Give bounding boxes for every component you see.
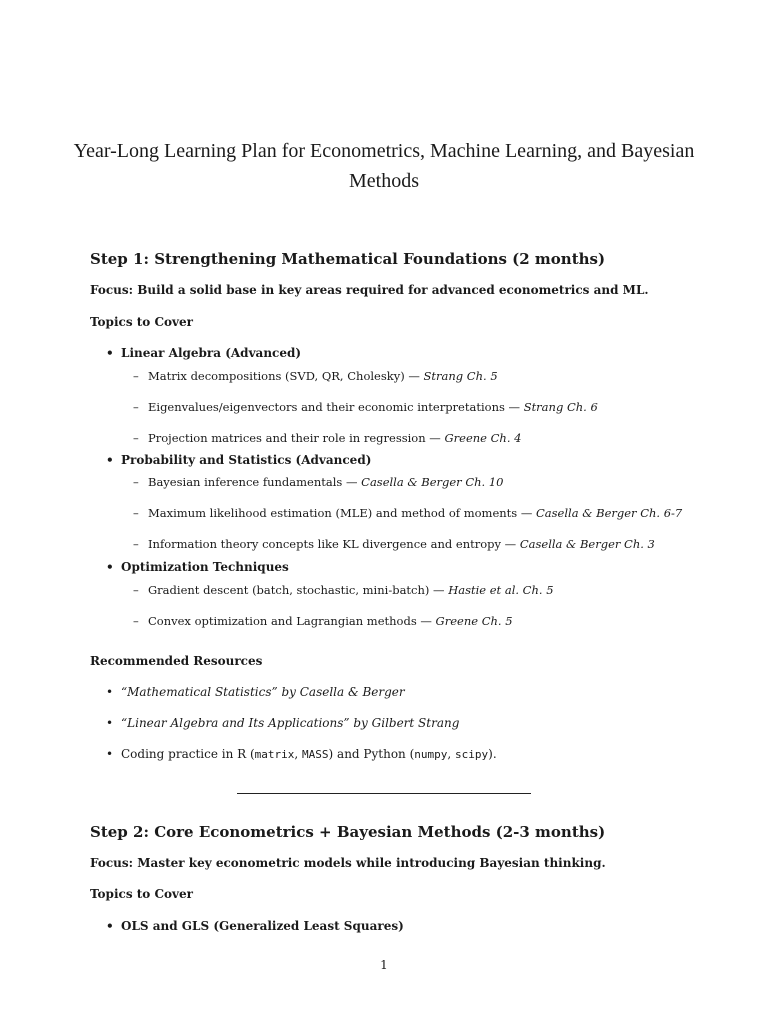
list-item — [133, 475, 504, 489]
resource-text: ) and Python ( — [328, 747, 415, 761]
page-number: 1 — [380, 958, 388, 972]
resource-text: “Mathematical Statistics” by Casella & Berger — [121, 685, 405, 699]
resource-item — [106, 716, 460, 730]
bullet-icon: • — [106, 346, 114, 360]
step1-focus: Focus: Build a solid base in key areas required for advanced econometrics and ML. — [90, 283, 649, 297]
dash-icon: – — [133, 400, 139, 414]
topic-ols-gls — [106, 919, 404, 933]
topic-probability-statistics — [106, 453, 372, 467]
resource-text: ). — [488, 747, 497, 761]
topic-label: Optimization Techniques — [121, 560, 289, 574]
step1-resources-label: Recommended Resources — [90, 654, 263, 668]
list-item — [133, 369, 498, 383]
bullet-icon: • — [106, 919, 114, 933]
bullet-icon: • — [106, 747, 114, 761]
dash-icon: – — [133, 583, 139, 597]
dash-icon: – — [133, 614, 139, 628]
item-reference: Strang Ch. 5 — [423, 369, 498, 383]
topic-label: Linear Algebra (Advanced) — [121, 346, 302, 360]
resource-text: Coding practice in R ( — [121, 747, 255, 761]
section-divider — [237, 793, 531, 794]
item-text: Convex optimization and Lagrangian methods — — [148, 614, 436, 628]
list-item — [133, 506, 683, 520]
step2-topics-label: Topics to Cover — [90, 887, 193, 901]
item-text: Information theory concepts like KL divergence and entropy — — [148, 537, 520, 551]
item-reference: Casella & Berger Ch. 6-7 — [536, 506, 683, 520]
topic-linear-algebra — [106, 346, 302, 360]
item-reference: Hastie et al. Ch. 5 — [448, 583, 554, 597]
code-scipy: scipy — [455, 748, 489, 761]
item-reference: Casella & Berger Ch. 10 — [361, 475, 504, 489]
list-item — [133, 400, 598, 414]
item-reference: Casella & Berger Ch. 3 — [519, 537, 655, 551]
topic-label: Probability and Statistics (Advanced) — [121, 453, 372, 467]
bullet-icon: • — [106, 685, 114, 699]
resource-text: “Linear Algebra and Its Applications” by Gilbert Strang — [121, 716, 460, 730]
dash-icon: – — [133, 475, 139, 489]
dash-icon: – — [133, 369, 139, 383]
bullet-icon: • — [106, 560, 114, 574]
item-reference: Greene Ch. 4 — [444, 431, 522, 445]
dash-icon: – — [133, 431, 139, 445]
dash-icon: – — [133, 506, 139, 520]
list-item — [133, 614, 513, 628]
step2-heading: Step 2: Core Econometrics + Bayesian Methods (2-3 months) — [90, 823, 606, 841]
item-reference: Strang Ch. 6 — [523, 400, 598, 414]
code-numpy: numpy — [414, 748, 448, 761]
step1-topics-label: Topics to Cover — [90, 315, 193, 329]
item-reference: Greene Ch. 5 — [435, 614, 513, 628]
dash-icon: – — [133, 537, 139, 551]
code-mass: MASS — [302, 748, 329, 761]
bullet-icon: • — [106, 716, 114, 730]
item-text: Matrix decompositions (SVD, QR, Cholesky) — — [148, 369, 424, 383]
step2-focus: Focus: Master key econometric models while introducing Bayesian thinking. — [90, 856, 606, 870]
topic-label: OLS and GLS (Generalized Least Squares) — [121, 919, 404, 933]
list-item — [133, 583, 554, 597]
topic-optimization — [106, 560, 289, 574]
resource-item — [106, 685, 405, 699]
bullet-icon: • — [106, 453, 114, 467]
resource-item — [106, 747, 497, 761]
separator: , — [447, 747, 456, 761]
document-title: Year-Long Learning Plan for Econometrics, Machine Learning, and Bayesian Methods — [73, 140, 695, 192]
list-item — [133, 537, 655, 551]
code-matrix: matrix — [254, 748, 295, 761]
step1-heading: Step 1: Strengthening Mathematical Foundations (2 months) — [90, 250, 606, 268]
item-text: Maximum likelihood estimation (MLE) and method of moments — — [148, 506, 536, 520]
item-text: Projection matrices and their role in regression — — [148, 431, 445, 445]
item-text: Gradient descent (batch, stochastic, mini-batch) — — [148, 583, 449, 597]
item-text: Bayesian inference fundamentals — — [148, 475, 362, 489]
separator: , — [294, 747, 303, 761]
list-item — [133, 431, 522, 445]
item-text: Eigenvalues/eigenvectors and their economic interpretations — — [148, 400, 524, 414]
